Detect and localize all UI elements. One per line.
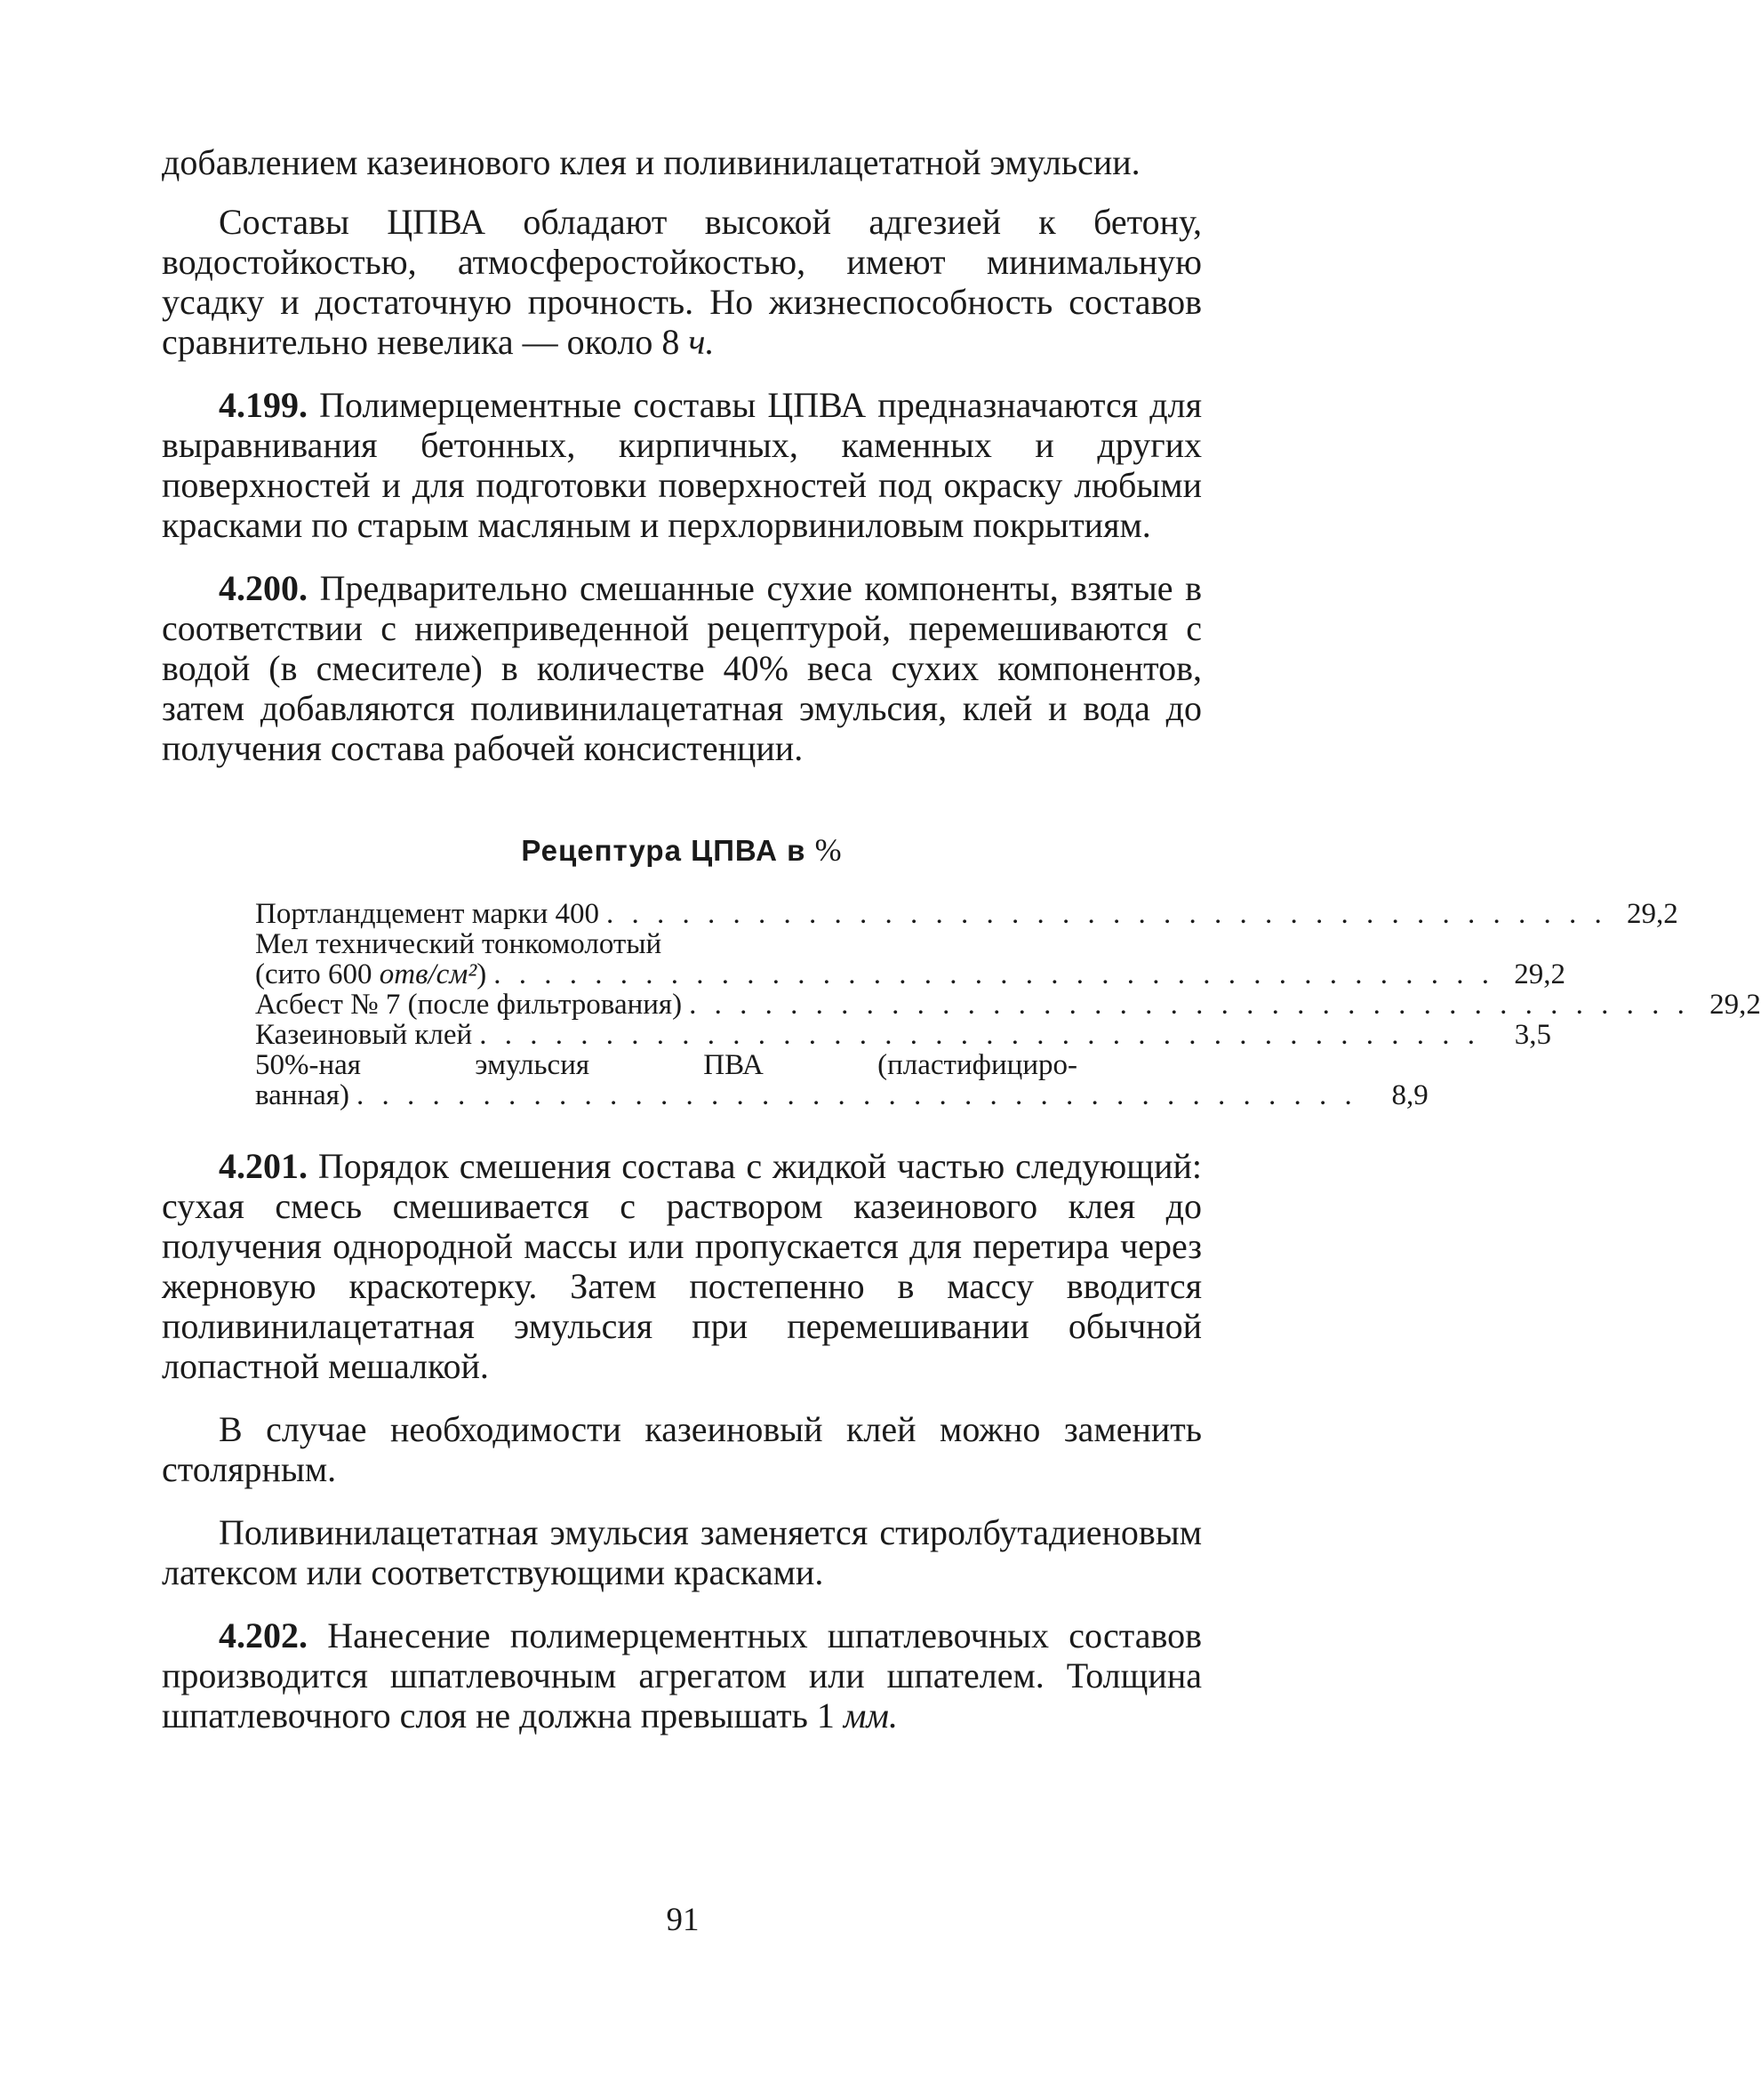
recipe-item-value: 3,5 (1514, 1019, 1551, 1051)
unit-hours: ч. (688, 322, 715, 362)
recipe-item-label: Портландцемент марки 400 (255, 898, 599, 930)
paragraph-text: Порядок смешения состава с жидкой частью следующий: сухая смесь смешивается с раствором казеинового клея до получения однородной массы или пропускается для перетира через жерновую краскотерку. Затем постепенно в массу вводится поливинилацетатная эмульсия при перемешивании обычной лопастной мешалкой. (162, 1146, 1202, 1386)
dot-leader: . . . . . . . . . . . . . . . . . . . . . . . . . . . . . . . . . . . . . . . . (479, 1019, 1480, 1051)
dot-leader: . . . . . . . . . . . . . . . . . . . . . . . . . . . . . . . . . . . . . . . . (356, 1079, 1357, 1111)
paragraph-properties-text: Составы ЦПВА обладают высокой адгезией к бетону, водостойкостью, атмосферостойкостью, имеют минимальную усадку и достаточную прочность. Но жизнеспособность составов сравнительно невелика — около 8 (162, 202, 1202, 362)
recipe-item-value: 29,2 (1514, 958, 1565, 990)
sieve-unit: отв/см² (379, 958, 477, 990)
section-number: 4.202. (219, 1615, 308, 1655)
recipe-item-cement (255, 898, 1678, 930)
recipe-item-value: 29,2 (1709, 989, 1761, 1021)
section-number: 4.201. (219, 1146, 308, 1186)
recipe-item-chalk-line1 (255, 929, 1077, 959)
recipe-item-label: Казеиновый клей (255, 1019, 473, 1051)
recipe-item-chalk (255, 958, 1565, 990)
recipe-item-label: Асбест № 7 (после фильтрования) (255, 989, 683, 1021)
paragraph-text: Нанесение полимерцементных шпатлевочных составов производится шпатлевочным агрегатом или шпателем. Толщина шпатлевочного слоя не должна превышать 1 (162, 1615, 1202, 1735)
recipe-item-label: Мел технический тонкомолотый (255, 928, 662, 960)
recipe-item-casein-glue (255, 1019, 1551, 1051)
paragraph-glue-replacement: В случае необходимости казеиновый клей можно заменить столярным. (162, 1409, 1202, 1489)
paragraph-continuation: добавлением казеинового клея и поливинилацетатной эмульсии. (162, 142, 1141, 182)
section-number: 4.199. (219, 385, 308, 425)
page-number: 91 (666, 1902, 700, 1938)
paragraph-text: Предварительно смешанные сухие компоненты, взятые в соответствии с нижеприведенной рецептурой, перемешиваются с водой (в смесителе) в количестве 40% веса сухих компонентов, затем добавляются поливинилацетатная эмульсия, клей и вода до получения состава рабочей консистенции. (162, 568, 1202, 768)
recipe-item-label (255, 959, 486, 990)
recipe-title-percent: % (814, 832, 843, 868)
recipe-item-label: ванная) (255, 1079, 349, 1111)
dot-leader: . . . . . . . . . . . . . . . . . . . . . . . . . . . . . . . . . . . . . . . . (605, 898, 1607, 930)
dot-leader: . . . . . . . . . . . . . . . . . . . . . . . . . . . . . . . . . . . . . . . . (689, 989, 1690, 1021)
dot-leader: . . . . . . . . . . . . . . . . . . . . . . . . . . . . . . . . . . . . . . . . (493, 958, 1494, 990)
recipe-list (255, 898, 1761, 1111)
section-number: 4.200. (219, 568, 308, 608)
recipe-title (162, 832, 1202, 869)
recipe-item-value: 8,9 (1391, 1079, 1429, 1111)
recipe-item-label-part: ) (476, 958, 487, 990)
paragraph-emulsion-replacement: Поливинилацетатная эмульсия заменяется стиролбутадиеновым латексом или соответствующими красками. (162, 1512, 1202, 1592)
recipe-item-pva (255, 1079, 1429, 1111)
recipe-item-asbestos (255, 989, 1761, 1021)
recipe-item-label-part: (сито 600 (255, 958, 372, 990)
paragraph-properties (162, 202, 1202, 362)
paragraph-4-200 (162, 568, 1202, 768)
paragraph-4-202 (162, 1615, 1202, 1735)
paragraph-4-199 (162, 385, 1202, 545)
unit-mm: мм. (843, 1695, 898, 1735)
recipe-title-text: Рецептура ЦПВА в (521, 834, 806, 867)
recipe-item-value: 29,2 (1626, 898, 1678, 930)
page-body (162, 142, 1761, 1735)
paragraph-4-201 (162, 1146, 1202, 1386)
paragraph-text: Полимерцементные составы ЦПВА предназначаются для выравнивания бетонных, кирпичных, каменных и других поверхностей и для подготовки поверхностей под окраску любыми красками по старым масляным и перхлорвиниловым покрытиям. (162, 385, 1203, 545)
recipe-item-pva-line1: 50%-ная эмульсия ПВА (пластифициро- (255, 1049, 1077, 1081)
